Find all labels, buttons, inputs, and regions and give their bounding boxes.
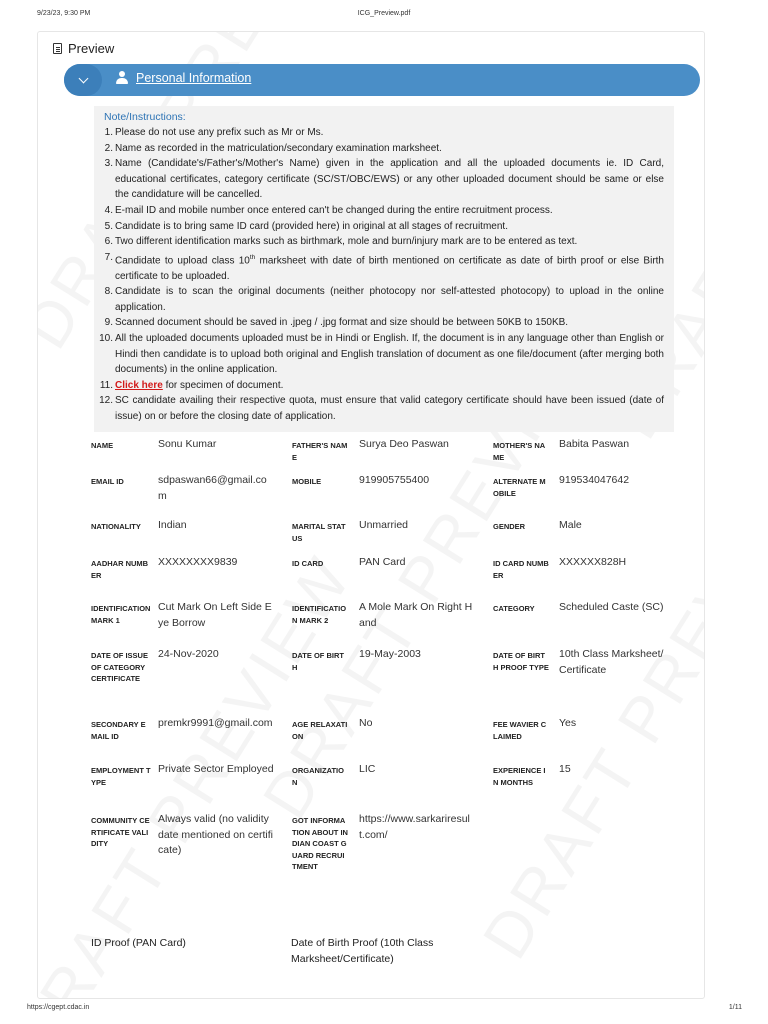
card-title-text: Preview bbox=[68, 40, 115, 56]
field-label: EMAIL ID bbox=[91, 477, 124, 486]
field-value: Sonu Kumar bbox=[158, 438, 217, 450]
list-item: 9. Scanned document should be saved in .jpeg / .jpg format and size should be between 50KB to 150KB. bbox=[104, 317, 569, 329]
field-label: MARITAL STATUS bbox=[292, 522, 346, 543]
specimen-link[interactable]: Click here bbox=[115, 379, 163, 391]
dob-proof-title: Date of Birth Proof (10th Class Marksheet/Certificate) bbox=[291, 937, 434, 965]
field-label: ALTERNATE MOBILE bbox=[493, 477, 546, 498]
list-item: 8. Candidate is to scan the original documents (neither photocopy nor self-attested photocopy) to upload in the online application. bbox=[104, 286, 664, 313]
user-icon bbox=[116, 71, 128, 85]
field-label: ID CARD NUMBER bbox=[493, 559, 549, 580]
field-value: 919534047642 bbox=[559, 474, 630, 486]
document-icon bbox=[53, 43, 62, 54]
field-label: DATE OF BIRTH PROOF TYPE bbox=[493, 651, 549, 672]
print-header bbox=[0, 10, 768, 22]
print-page-number: 1/11 bbox=[728, 1004, 742, 1011]
field-label: ID CARD bbox=[292, 559, 324, 568]
field-value: Scheduled Caste (SC) bbox=[559, 601, 664, 613]
chevron-down-icon bbox=[78, 74, 88, 84]
list-item: 12. SC candidate availing their respective quota, must ensure that valid category certificate should have been issued (date of issue) on or before the closing date of application. bbox=[99, 395, 664, 423]
field-value: XXXXXX828H bbox=[559, 556, 627, 568]
field-label: MOTHER'S NAME bbox=[493, 441, 546, 462]
field-value: sdpaswan66@gmail.com bbox=[158, 474, 267, 502]
field-value: 15 bbox=[559, 763, 571, 775]
list-item: 6. Two different identification marks such as birthmark, mole and burn/injury mark are to be entered as text. bbox=[104, 236, 578, 248]
field-value: 919905755400 bbox=[359, 474, 430, 486]
print-timestamp: 9/23/23, 9:30 PM bbox=[37, 10, 91, 17]
field-label: IDENTIFICATION MARK 2 bbox=[292, 604, 347, 625]
list-item: 2. Name as recorded in the matriculation/secondary examination marksheet. bbox=[104, 142, 442, 154]
field-label: AGE RELAXATION bbox=[292, 720, 348, 741]
field-label: DATE OF BIRTH bbox=[292, 651, 344, 672]
field-label: IDENTIFICATION MARK 1 bbox=[91, 604, 151, 625]
field-label: GOT INFORMATION ABOUT INDIAN COAST GUARD RECRUITMENT bbox=[292, 816, 348, 871]
list-item: 10. All the uploaded documents uploaded must be in Hindi or English. If, the document is in any language other than English or Hindi then candidate is to upload both original and English translation of document as one file/document (after merging both documents) in the online application. bbox=[99, 333, 664, 376]
field-value: Indian bbox=[158, 519, 187, 531]
field-label: CATEGORY bbox=[493, 604, 535, 613]
field-value: Surya Deo Paswan bbox=[359, 438, 449, 450]
field-value: Unmarried bbox=[359, 519, 409, 531]
instructions-list bbox=[99, 125, 664, 425]
field-label: SECONDARY EMAIL ID bbox=[91, 720, 146, 741]
instructions-title: Note/Instructions: bbox=[104, 111, 186, 123]
id-proof-title: ID Proof (PAN Card) bbox=[91, 937, 186, 949]
field-value: 10th Class Marksheet/Certificate bbox=[559, 648, 664, 676]
instructions-box bbox=[94, 106, 674, 432]
field-label: COMMUNITY CERTIFICATE VALIDITY bbox=[91, 816, 150, 848]
section-title-label[interactable]: Personal Information bbox=[136, 71, 252, 85]
field-label: ORGANIZATION bbox=[292, 766, 344, 787]
list-item: 4. E-mail ID and mobile number once entered can't be changed during the entire recruitment process. bbox=[104, 204, 553, 216]
field-value: https://www.sarkariresult.com/ bbox=[359, 813, 470, 841]
field-label: FEE WAVIER CLAIMED bbox=[493, 720, 547, 741]
field-label: NATIONALITY bbox=[91, 522, 141, 531]
print-footer bbox=[0, 1004, 768, 1016]
field-value: A Mole Mark On Right Hand bbox=[359, 601, 473, 629]
list-item: 11. Click here for specimen of document. bbox=[99, 379, 284, 391]
field-value: PAN Card bbox=[359, 556, 406, 568]
print-url: https://cgept.cdac.in bbox=[27, 1004, 90, 1011]
section-header-personal-information[interactable] bbox=[64, 64, 700, 96]
list-item: 5. Candidate is to bring same ID card (provided here) in original at all stages of recruitment. bbox=[104, 220, 508, 232]
list-item: 7. Candidate to upload class 10th marksheet with date of birth mentioned on certificate as date of birth proof or else Birth certificate to be uploaded. bbox=[104, 251, 664, 282]
field-label: DATE OF ISSUE OF CATEGORY CERTIFICATE bbox=[91, 651, 148, 683]
field-value: Babita Paswan bbox=[559, 438, 630, 450]
field-label: NAME bbox=[91, 441, 114, 450]
field-label: FATHER'S NAME bbox=[292, 441, 348, 462]
field-label: EMPLOYMENT TYPE bbox=[91, 766, 151, 787]
field-value: 19-May-2003 bbox=[359, 648, 421, 660]
collapse-toggle-button[interactable] bbox=[64, 64, 102, 96]
list-item: 1. Please do not use any prefix such as Mr or Ms. bbox=[104, 127, 324, 138]
field-value: Private Sector Employed bbox=[158, 763, 274, 775]
field-label: AADHAR NUMBER bbox=[91, 559, 149, 580]
list-item: 3. Name (Candidate's/Father's/Mother's Name) given in the application and all the uploaded documents ie. ID Card, educational certificates, category certificate (SC/ST/OBC/EWS) or any other uploaded document should be same or else the candidature will be cancelled. bbox=[104, 158, 664, 201]
print-document-title: ICG_Preview.pdf bbox=[357, 10, 411, 17]
field-value: Always valid (no validity date mentioned on certificate) bbox=[158, 813, 273, 856]
preview-card bbox=[37, 31, 705, 999]
section-title[interactable] bbox=[116, 71, 251, 85]
field-label: MOBILE bbox=[292, 477, 322, 486]
field-label: GENDER bbox=[493, 522, 526, 531]
field-value: premkr9991@gmail.com bbox=[158, 717, 273, 729]
field-label: EXPERIENCE IN MONTHS bbox=[493, 766, 546, 787]
field-value: Cut Mark On Left Side Eye Borrow bbox=[158, 601, 272, 629]
field-value: 24-Nov-2020 bbox=[158, 648, 219, 660]
field-value: LIC bbox=[359, 763, 376, 775]
field-value: No bbox=[359, 717, 373, 729]
field-value: Yes bbox=[559, 717, 577, 729]
card-title bbox=[53, 40, 114, 56]
field-value: XXXXXXXX9839 bbox=[158, 556, 238, 568]
field-value: Male bbox=[559, 519, 582, 531]
